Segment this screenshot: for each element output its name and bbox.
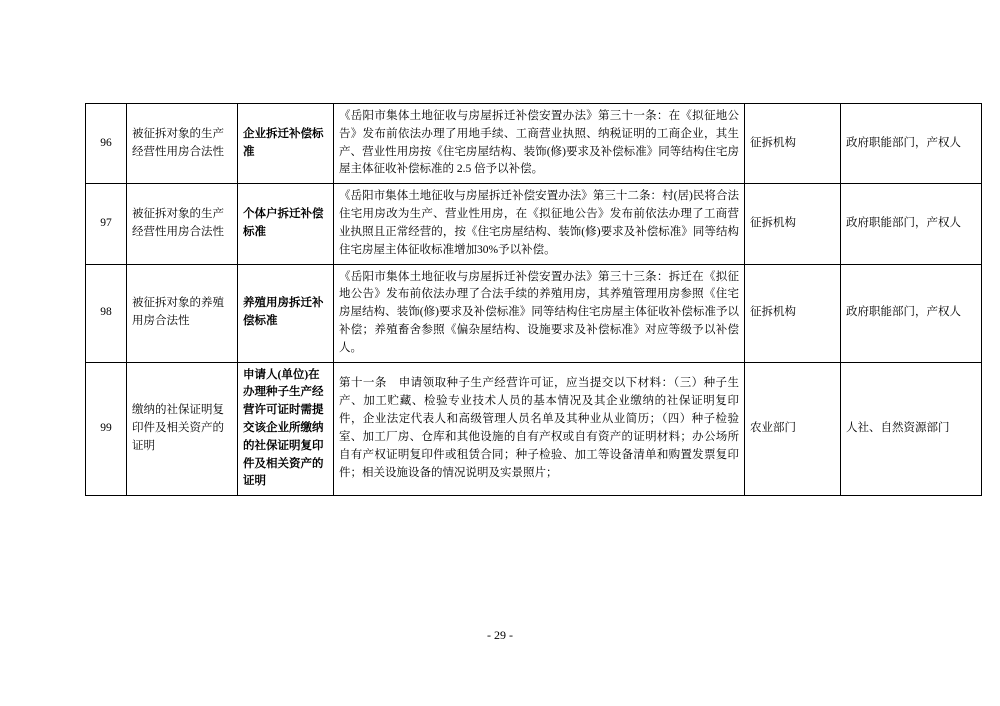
row-index: 96 (86, 104, 127, 184)
table-row (86, 362, 982, 496)
table-row (86, 184, 982, 264)
row-object: 缴纳的社保证明复印件及相关资产的证明 (127, 362, 238, 496)
row-basis: 《岳阳市集体土地征收与房屋拆迁补偿安置办法》第三十三条：拆迁在《拟征地公告》发布前依法办理了合法手续的养殖用房，其养殖管理用房参照《住宅房屋结构、装饰(修)要求及补偿标准》同等结构住宅房屋主体征收补偿标准予以补偿；养殖畜舍参照《偏杂屋结构、设施要求及补偿标准》对应等级予以补偿人。 (334, 264, 745, 362)
row-item: 申请人(单位)在办理种子生产经营许可证时需提交该企业所缴纳的社保证明复印件及相关资产的证明 (238, 362, 334, 496)
row-index: 98 (86, 264, 127, 362)
row-department: 农业部门 (745, 362, 841, 496)
regulation-table (85, 103, 982, 496)
table-body (86, 104, 982, 496)
row-object: 被征拆对象的生产经营性用房合法性 (127, 184, 238, 264)
row-index: 97 (86, 184, 127, 264)
row-object: 被征拆对象的生产经营性用房合法性 (127, 104, 238, 184)
table-row (86, 264, 982, 362)
row-basis: 《岳阳市集体土地征收与房屋拆迁补偿安置办法》第三十二条：村(居)民将合法住宅用房改为生产、营业性用房，在《拟征地公告》发布前依法办理了工商营业执照且正常经营的，按《住宅房屋结构、装饰(修)要求及补偿标准》同等结构住宅房屋主体征收标准增加30%予以补偿。 (334, 184, 745, 264)
row-index: 99 (86, 362, 127, 496)
row-department: 征拆机构 (745, 184, 841, 264)
row-department: 征拆机构 (745, 264, 841, 362)
row-responsible: 政府职能部门，产权人 (841, 104, 982, 184)
row-department: 征拆机构 (745, 104, 841, 184)
row-object: 被征拆对象的养殖用房合法性 (127, 264, 238, 362)
row-responsible: 政府职能部门，产权人 (841, 264, 982, 362)
row-item: 养殖用房拆迁补偿标准 (238, 264, 334, 362)
row-basis: 《岳阳市集体土地征收与房屋拆迁补偿安置办法》第三十一条：在《拟征地公告》发布前依法办理了用地手续、工商营业执照、纳税证明的工商企业，其生产、营业性用房按《住宅房屋结构、装饰(修)要求及补偿标准》同等结构住宅房屋主体征收补偿标准的 2.5 倍予以补偿。 (334, 104, 745, 184)
table-row (86, 104, 982, 184)
row-item: 企业拆迁补偿标准 (238, 104, 334, 184)
row-basis: 第十一条 申请领取种子生产经营许可证，应当提交以下材料：（三）种子生产、加工贮藏、检验专业技术人员的基本情况及其企业缴纳的社保证明复印件，企业法定代表人和高级管理人员名单及其种业从业简历；（四）种子检验室、加工厂房、仓库和其他设施的自有产权或自有资产的证明材料；办公场所自有产权证明复印件或租赁合同；种子检验、加工等设备清单和购置发票复印件；相关设施设备的情况说明及实景照片； (334, 362, 745, 496)
page-number: - 29 - (487, 628, 513, 642)
row-responsible: 人社、自然资源部门 (841, 362, 982, 496)
row-responsible: 政府职能部门，产权人 (841, 184, 982, 264)
row-item: 个体户拆迁补偿标准 (238, 184, 334, 264)
